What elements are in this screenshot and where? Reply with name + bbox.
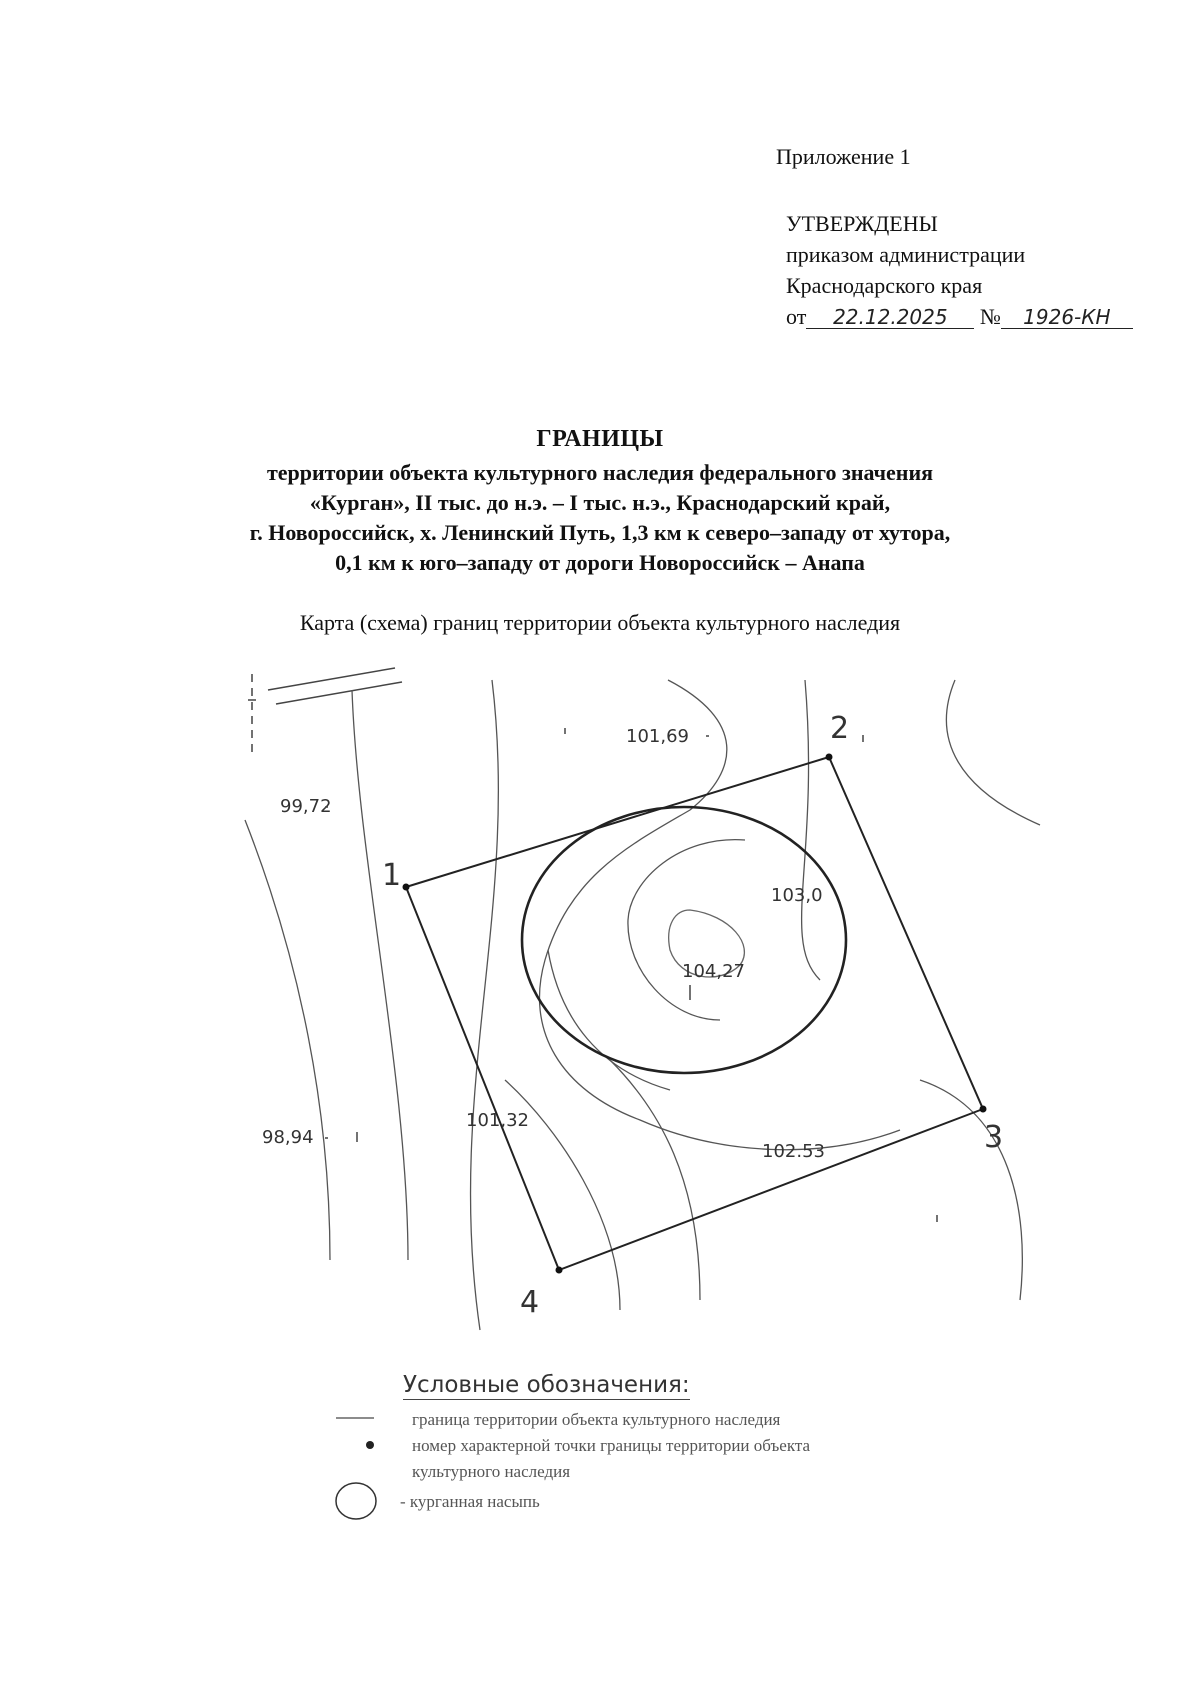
point-label-4: 4 bbox=[520, 1285, 540, 1320]
heritage-boundary bbox=[406, 757, 983, 1270]
mound-circle-icon bbox=[336, 1483, 376, 1519]
point-label-3: 3 bbox=[984, 1120, 1004, 1155]
boundary-point-4 bbox=[556, 1267, 563, 1274]
legend-mound: - курганная насыпь bbox=[400, 1492, 540, 1511]
order-date: 22.12.2025 bbox=[806, 306, 974, 329]
contour-lines bbox=[245, 680, 1040, 1330]
legend-boundary: граница территории объекта культурного наследия bbox=[412, 1410, 781, 1429]
subtitle-line-4: 0,1 км к юго–западу от дороги Новороссийск – Анапа bbox=[335, 550, 865, 575]
document-title: ГРАНИЦЫ bbox=[536, 426, 664, 452]
elevation-mark: 104,27 bbox=[682, 961, 745, 982]
legend-point-line-1: номер характерной точки границы территории объекта bbox=[412, 1436, 811, 1455]
elevation-mark: 101,32 bbox=[466, 1110, 529, 1131]
boundary-point-3 bbox=[980, 1106, 987, 1113]
date-prefix: от bbox=[786, 304, 807, 329]
elevation-mark: 102.53 bbox=[762, 1141, 825, 1162]
legend-point-line-2: культурного наследия bbox=[412, 1462, 571, 1481]
approved-label: УТВЕРЖДЕНЫ bbox=[786, 211, 938, 236]
number-prefix: № bbox=[979, 304, 1001, 329]
legend-symbols bbox=[330, 1408, 410, 1528]
road-fragment bbox=[248, 668, 402, 758]
legend-title: Условные обозначения: bbox=[403, 1372, 690, 1398]
subtitle-line-2: «Курган», II тыс. до н.э. – I тыс. н.э., Краснодарский край, bbox=[309, 490, 891, 515]
elevation-mark: 98,94 bbox=[262, 1127, 314, 1148]
point-label-2: 2 bbox=[830, 711, 850, 746]
elevation-mark: 101,69 bbox=[626, 726, 689, 747]
elevation-mark: 99,72 bbox=[280, 796, 332, 817]
boundary-point-1 bbox=[403, 884, 410, 891]
subtitle-line-1: территории объекта культурного наследия федерального значения bbox=[266, 460, 934, 485]
approval-block bbox=[786, 208, 1133, 332]
date-number-line bbox=[786, 301, 1133, 332]
kurgan-mound bbox=[522, 807, 846, 1073]
order-by-label: приказом администрации bbox=[786, 242, 1026, 267]
boundary-points bbox=[403, 754, 987, 1274]
boundary-map bbox=[0, 660, 1200, 1350]
elevation-dots bbox=[325, 728, 937, 1222]
region-label: Краснодарского края bbox=[786, 273, 983, 298]
subtitle-line-3: г. Новороссийск, х. Ленинский Путь, 1,3 км к северо–западу от хутора, bbox=[249, 520, 951, 545]
order-number: 1926-КН bbox=[1001, 306, 1133, 329]
appendix-label: Приложение 1 bbox=[776, 144, 911, 169]
elevation-mark: 103,0 bbox=[771, 885, 823, 906]
point-label-1: 1 bbox=[382, 858, 402, 893]
document-subtitle bbox=[0, 458, 1200, 578]
map-caption: Карта (схема) границ территории объекта культурного наследия bbox=[299, 610, 901, 635]
boundary-point-2 bbox=[826, 754, 833, 761]
point-dot-icon bbox=[366, 1441, 374, 1449]
